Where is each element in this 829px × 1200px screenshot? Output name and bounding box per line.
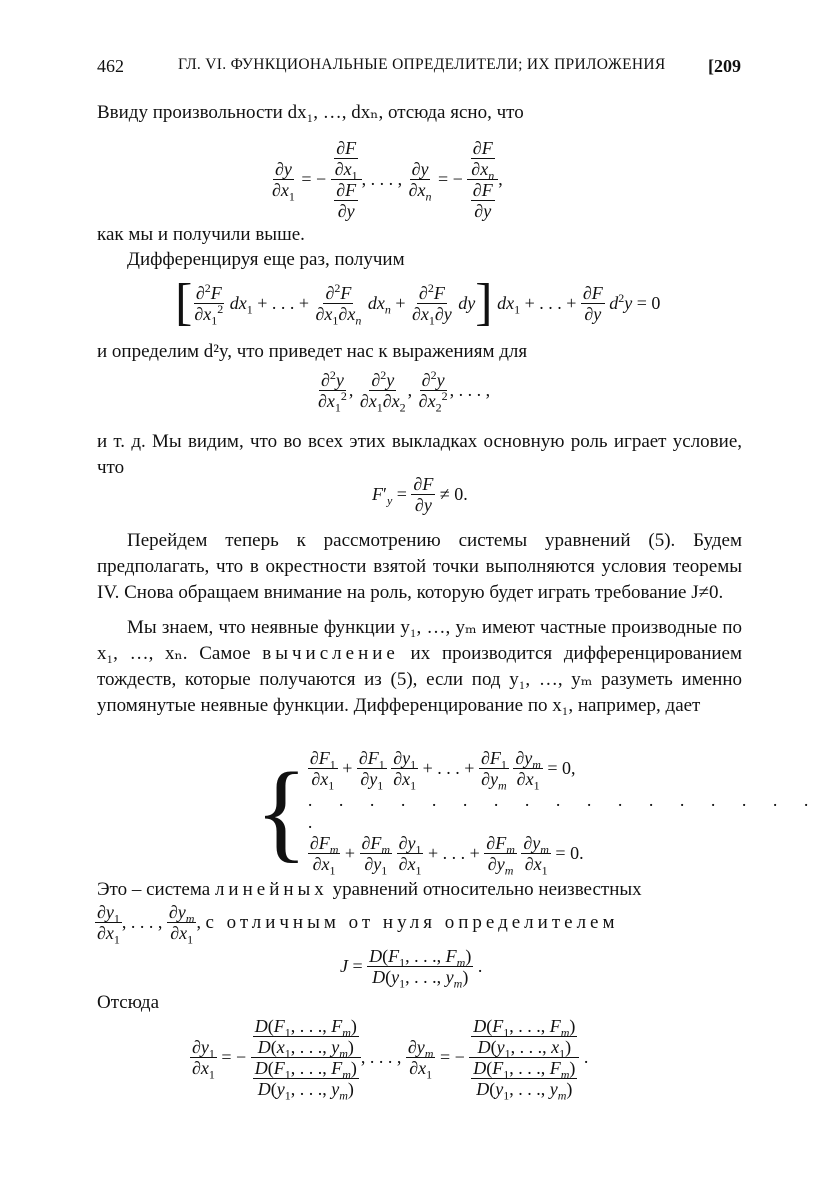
page-number: 462 xyxy=(97,56,124,76)
section-number: [209 xyxy=(708,56,741,76)
spaced-emphasis: линейных xyxy=(214,879,328,900)
paragraph xyxy=(97,615,742,719)
paragraph: как мы и получили выше. xyxy=(97,224,305,245)
paragraph: Дифференцируя еще раз, получим xyxy=(127,249,405,270)
formula-second-differential: [ $\frac{\partial^2F}{\partial x_1^2}$ $dx_1$ + . . . + $\frac{\partial^2F}{\partial x_1\partial x_n}$ $dx_n$ + $\frac{\partial^2F}{\partial x_1\partial y}$ dy ] $dx_1$ + . . . + $\frac{\partial F}{\partial y}$ $d^2y = 0$ xyxy=(175,274,661,331)
text-span: с отличным от нуля определителем xyxy=(205,911,619,933)
paragraph: Перейдем теперь к рассмотрению системы уравнений (5). Будем предполагать, что в окрестности взятой точки выполняются условия теоремы IV. Снова обращаем внимание на роль, которую будет играть требование J≠0. xyxy=(97,530,742,603)
formula-second-derivatives-list: $\frac{\partial^2y}{\partial x_1^2}$ , $\frac{\partial^2y}{\partial x_1\partial x_2}$ , $\frac{\partial^2y}{\partial x_2^2}$ , . . . , xyxy=(318,368,491,415)
formula-linear-system: { $\frac{\partial F_1}{\partial x_1}$ + $\frac{\partial F_1}{\partial y_1}$ $\frac{\partial y_1}{\partial x_1}$ + . . . + $\frac{\partial F_1}{\partial y_m}$ $\frac{\partial y_m}{\partial x_1}$ = 0, . . . . . . . . . . . . . . . . . . $\frac{\partial F_m}{\partial x_1}$ + $\frac{\partial F_m}{\partial y_1}$ $\frac{\partial y_1}{\partial x_1}$ + . . . + $\frac{\partial F_m}{\partial y_m}$ $\frac{\partial y_m}{\partial x_1}$ = 0. xyxy=(255,748,820,878)
text-span: Это – система xyxy=(97,879,215,900)
paragraph: Отсюда xyxy=(97,992,160,1013)
chapter-title: ГЛ. VI. ФУНКЦИОНАЛЬНЫЕ ОПРЕДЕЛИТЕЛИ; ИХ ПРИЛОЖЕНИЯ xyxy=(178,56,666,73)
formula-partial-derivatives: $\frac{\partial y}{\partial x_1}$ = − $\frac{\frac{\partial F}{\partial x_1}}{\frac{\partial F}{\partial y}}$ , . . . , $\frac{\partial y}{\partial x_n}$ = − $\frac{\frac{\partial F}{\partial x_n}}{\frac{\partial F}{\partial y}}$ , xyxy=(272,138,503,221)
text-span: уравнений относительно неизвестных xyxy=(327,879,642,900)
paragraph xyxy=(97,877,742,903)
formula-unknowns: $\frac{\partial y_1}{\partial x_1}$ , . . . , $\frac{\partial y_m}{\partial x_1}$ , с отличным от нуля определителем xyxy=(97,902,619,947)
formula-final-derivatives: $\frac{\partial y_1}{\partial x_1}$ = − $\frac{\frac{D(F_1, . . ., F_m)}{D(x_1, . . ., y_m)}}{\frac{D(F_1, . . ., F_m)}{D(y_1, . . ., y_m)}}$ , . . . , $\frac{\partial y_m}{\partial x_1}$ = − $\frac{\frac{D(F_1, . . ., F_m)}{D(y_1, . . ., x_1)}}{\frac{D(F_1, . . ., F_m)}{D(y_1, . . ., y_m)}}$ . xyxy=(192,1016,589,1103)
formula-jacobian: J = $\frac{D(F_1, . . ., F_m)}{D(y_1, . . ., y_m)}$ . xyxy=(340,946,483,991)
paragraph: и определим d²y, что приведет нас к выражениям для xyxy=(97,341,528,362)
formula-condition-fy: $F'_y$ = $\frac{\partial F}{\partial y}$ ≠ 0. xyxy=(372,474,468,515)
text-span: их производится дифференцированием тождеств, которые получаются из (5), если под y₁, …, yₘ разуметь именно упомянутые неявные функции. Дифференцирование по x₁, например, дает xyxy=(97,643,743,716)
paragraph: Ввиду произвольности dx₁, …, dxₙ, отсюда ясно, что xyxy=(97,102,524,123)
text-span: Мы знаем, что неявные функции y₁, …, yₘ имеют частные производные по x₁, …, xₙ. Самое xyxy=(97,617,742,664)
spaced-emphasis: вычисление xyxy=(262,643,399,664)
paragraph: и т. д. Мы видим, что во всех этих выкладках основную роль играет условие, что xyxy=(97,431,742,478)
